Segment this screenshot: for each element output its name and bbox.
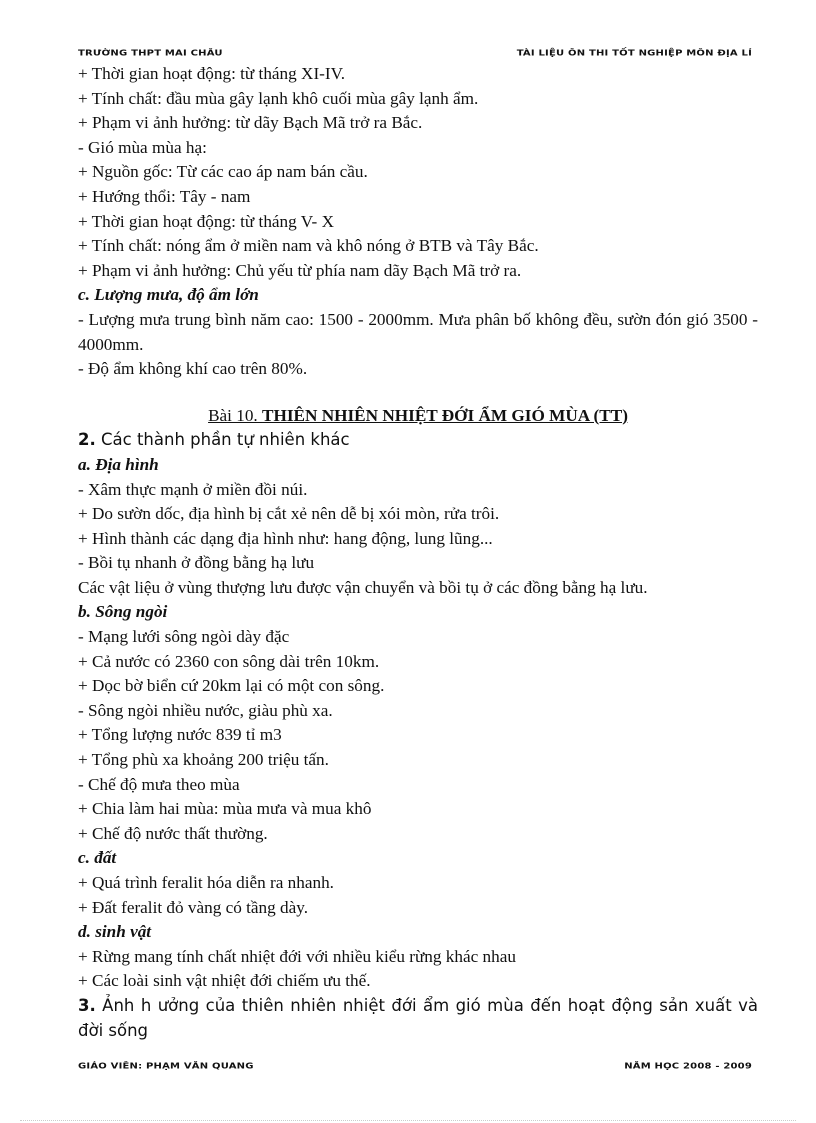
- page-header: [78, 49, 752, 57]
- text-line: + Các loài sinh vật nhiệt đới chiếm ưu thế.: [78, 971, 371, 991]
- text-line: - Gió mùa mùa hạ:: [78, 137, 207, 157]
- text-line: + Do sườn dốc, địa hình bị cắt xẻ nên dễ bị xói mòn, rửa trôi.: [78, 504, 500, 524]
- footer-school-year: NĂM HỌC 2008 - 2009: [624, 1062, 752, 1071]
- text-line: - Chế độ mưa theo mùa: [78, 774, 240, 794]
- header-school: TRƯỜNG THPT MAI CHÂU: [78, 49, 223, 58]
- subheading-terrain: a. Địa hình: [78, 454, 159, 474]
- section-2-heading: 2. Các thành phần tự nhiên khác: [78, 430, 350, 450]
- text-line: + Chế độ nước thất thường.: [78, 823, 268, 843]
- lesson-prefix: Bài 10.: [208, 405, 263, 425]
- text-line: + Rừng mang tính chất nhiệt đới với nhiều kiểu rừng khác nhau: [78, 946, 516, 966]
- text-line: + Tổng phù xa khoảng 200 triệu tấn.: [78, 750, 329, 770]
- text-line: + Thời gian hoạt động: từ tháng XI-IV.: [78, 64, 346, 83]
- text-line: + Tính chất: đầu mùa gây lạnh khô cuối mùa gây lạnh ẩm.: [78, 88, 479, 108]
- text-line: + Hướng thổi: Tây - nam: [78, 186, 251, 206]
- text-line: + Thời gian hoạt động: từ tháng V- X: [78, 211, 334, 231]
- lesson-name: THIÊN NHIÊN NHIỆT ĐỚI ẨM GIÓ MÙA (TT): [262, 405, 628, 425]
- text-line: + Tổng lượng nước 839 tỉ m3: [78, 725, 282, 745]
- text-line: + Phạm vi ảnh hưởng: từ dãy Bạch Mã trở ra Bắc.: [78, 113, 423, 133]
- subheading-biota: d. sinh vật: [78, 922, 152, 942]
- text-line: + Chia làm hai mùa: mùa mưa và mua khô: [78, 799, 372, 819]
- subheading-rainfall: c. Lượng mưa, độ ẩm lớn: [78, 285, 259, 305]
- page-footer: [78, 1062, 752, 1070]
- text-line: + Tính chất: nóng ẩm ở miền nam và khô nóng ở BTB và Tây Bắc.: [78, 236, 539, 256]
- subheading-rivers: b. Sông ngòi: [78, 602, 168, 622]
- text-line: - Bồi tụ nhanh ở đồng bằng hạ lưu: [78, 553, 315, 573]
- rainfall-paragraph: - Lượng mưa trung bình năm cao: 1500 - 2000mm. Mưa phân bố không đều, sườn đón gió 3500 - 4000mm.: [78, 309, 758, 354]
- text-line: + Quá trình feralit hóa diễn ra nhanh.: [78, 873, 334, 892]
- subheading-soil: c. đất: [78, 848, 117, 868]
- document-body: [78, 62, 758, 1043]
- text-line: - Xâm thực mạnh ở miền đồi núi.: [78, 479, 308, 499]
- text-line: + Hình thành các dạng địa hình như: hang động, lung lũng...: [78, 528, 493, 548]
- section-3-heading: 3. Ảnh h ưởng của thiên nhiên nhiệt đới ẩm gió mùa đến hoạt động sản xuất và đời sống: [78, 995, 758, 1040]
- lesson-title: [78, 404, 758, 429]
- header-doc-title: TÀI LIỆU ÔN THI TỐT NGHIỆP MÔN ĐỊA LÍ: [516, 49, 752, 58]
- text-line: + Cả nước có 2360 con sông dài trên 10km.: [78, 651, 380, 671]
- text-line: + Phạm vi ảnh hưởng: Chủ yếu từ phía nam dãy Bạch Mã trở ra.: [78, 260, 522, 280]
- text-line: - Sông ngòi nhiều nước, giàu phù xa.: [78, 700, 333, 720]
- text-line: Các vật liệu ở vùng thượng lưu được vận chuyển và bồi tụ ở các đồng bằng hạ lưu.: [78, 577, 648, 597]
- text-line: - Độ ẩm không khí cao trên 80%.: [78, 359, 308, 379]
- text-line: - Mạng lưới sông ngòi dày đặc: [78, 627, 290, 647]
- footer-teacher: GIÁO VIÊN: PHẠM VĂN QUANG: [78, 1062, 254, 1071]
- text-line: + Nguồn gốc: Từ các cao áp nam bán cầu.: [78, 162, 368, 182]
- text-line: + Đất feralit đỏ vàng có tầng dày.: [78, 897, 309, 917]
- text-line: + Dọc bờ biển cứ 20km lại có một con sông.: [78, 676, 385, 696]
- page-bottom-border: [20, 1120, 796, 1121]
